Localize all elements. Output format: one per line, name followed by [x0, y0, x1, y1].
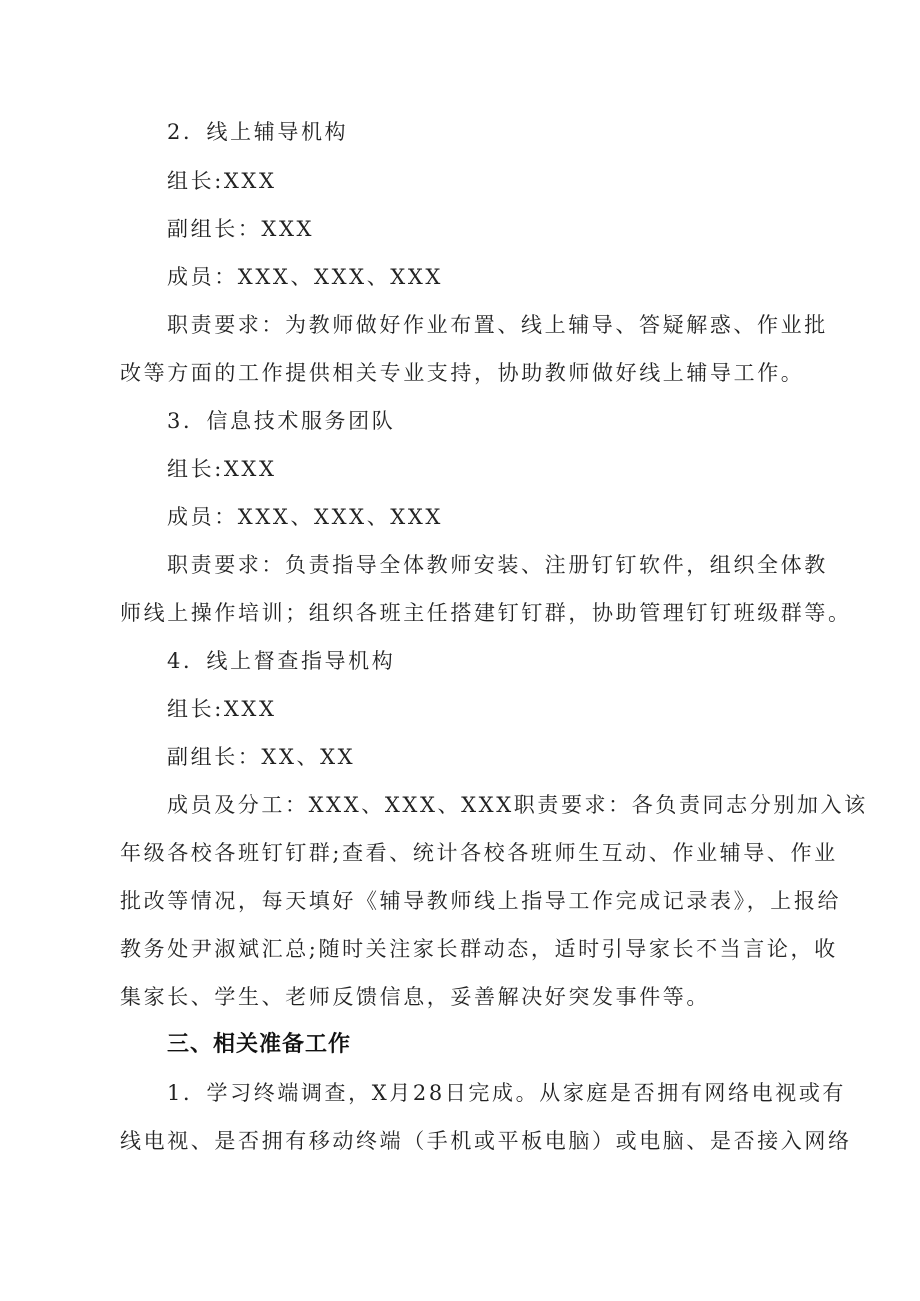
section-4-duties-line-5: 集家长、学生、老师反馈信息，妥善解决好突发事件等。 — [120, 985, 710, 1009]
section-3-members: 成员：XXX、XXX、XXX — [167, 505, 443, 529]
section-4-duties-line-4: 教务处尹淑斌汇总;随时关注家长群动态，适时引导家长不当言论，收 — [120, 937, 838, 961]
section-3-title: 3．信息技术服务团队 — [167, 409, 396, 433]
section-2-members: 成员：XXX、XXX、XXX — [167, 265, 443, 289]
section-4-title: 4．线上督查指导机构 — [167, 649, 396, 673]
part-3-heading: 三、相关准备工作 — [167, 1032, 352, 1057]
section-4-leader: 组长:XXX — [167, 697, 277, 721]
section-4-duties-line-3: 批改等情况，每天填好《辅导教师线上指导工作完成记录表》，上报给 — [120, 889, 842, 913]
prep-item-1-line-1: 1．学习终端调查，X月28日完成。从家庭是否拥有网络电视或有 — [167, 1081, 847, 1105]
section-2-deputy-leader: 副组长：XXX — [167, 217, 315, 241]
section-3-duties-line-2: 师线上操作培训；组织各班主任搭建钉钉群，协助管理钉钉班级群等。 — [120, 601, 852, 625]
section-2-title: 2．线上辅导机构 — [167, 120, 349, 144]
section-4-duties-line-2: 年级各校各班钉钉群;查看、统计各校各班师生互动、作业辅导、作业 — [120, 841, 838, 865]
section-3-leader: 组长:XXX — [167, 457, 277, 481]
section-4-members-duties-line-1: 成员及分工：XXX、XXX、XXX职责要求：各负责同志分别加入该 — [167, 793, 868, 817]
section-2-duties-line-2: 改等方面的工作提供相关专业支持，协助教师做好线上辅导工作。 — [120, 361, 805, 385]
section-2-leader: 组长:XXX — [167, 169, 277, 193]
section-2-duties-line-1: 职责要求：为教师做好作业布置、线上辅导、答疑解惑、作业批 — [167, 313, 828, 337]
section-3-duties-line-1: 职责要求：负责指导全体教师安装、注册钉钉软件，组织全体教 — [167, 553, 828, 577]
section-4-deputy-leader: 副组长：XX、XX — [167, 745, 356, 769]
prep-item-1-line-2: 线电视、是否拥有移动终端（手机或平板电脑）或电脑、是否接入网络 — [120, 1129, 852, 1153]
